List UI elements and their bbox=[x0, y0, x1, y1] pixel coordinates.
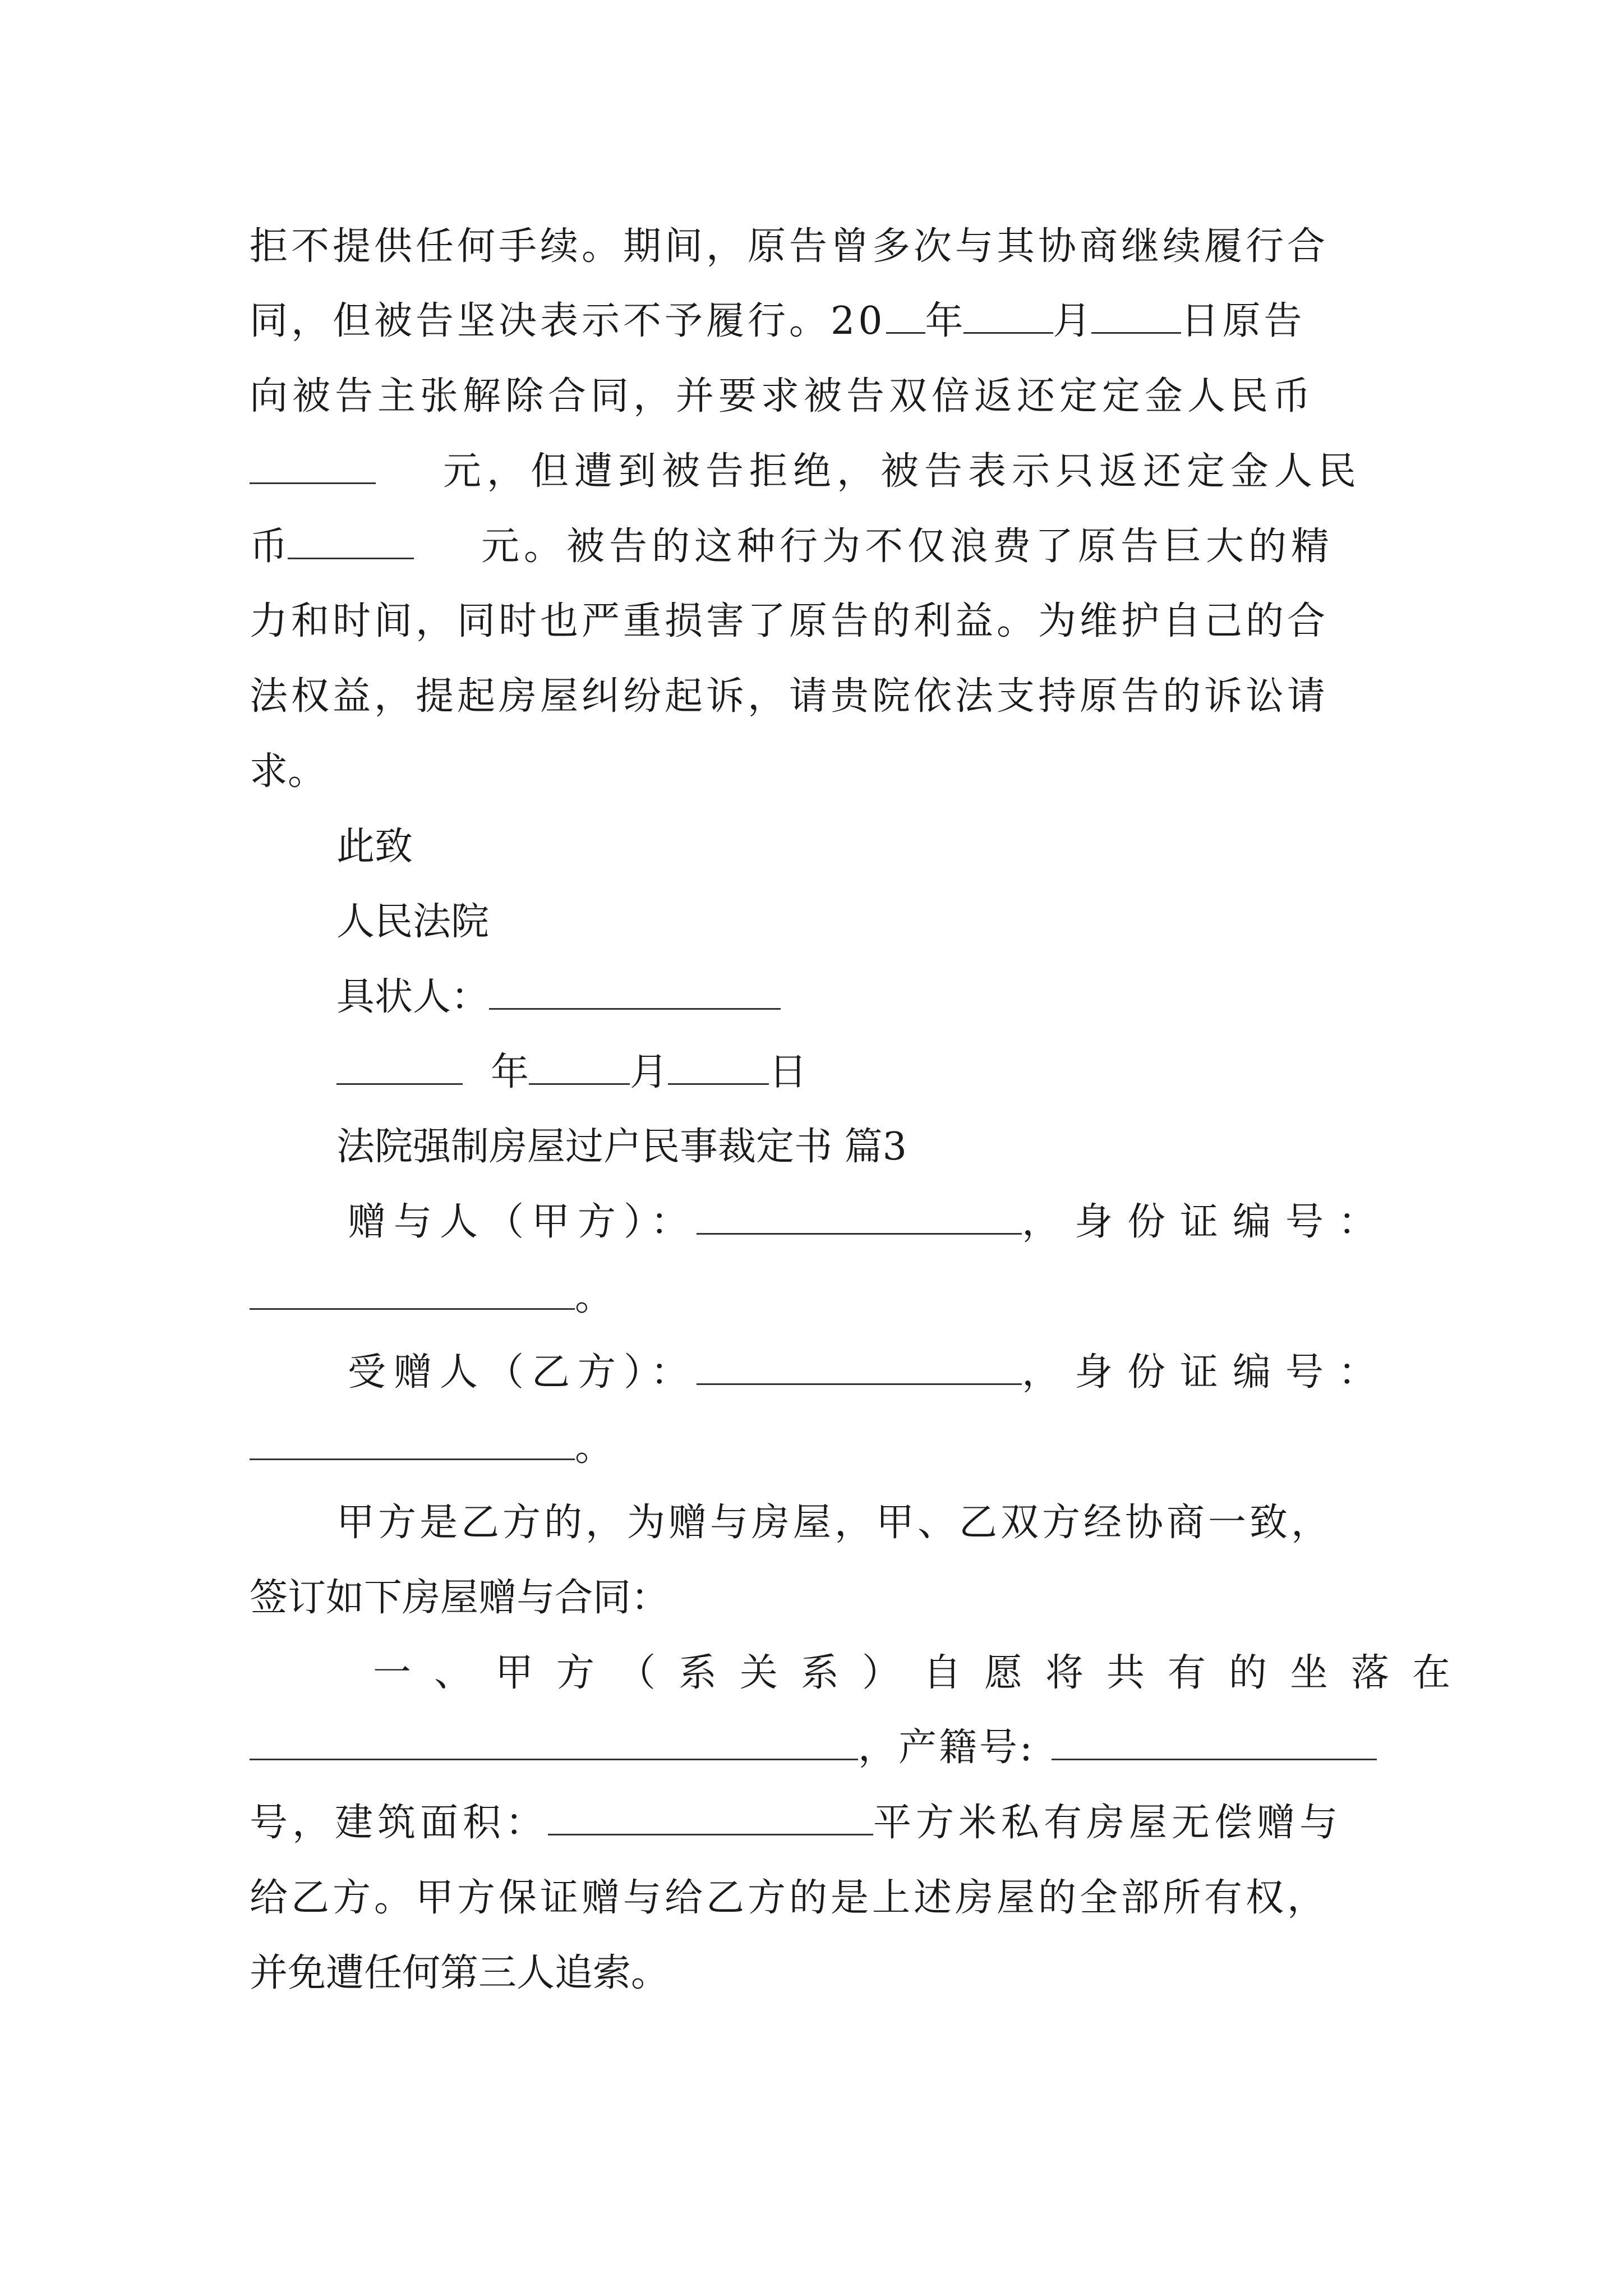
text: 求。 bbox=[250, 749, 326, 794]
clause-1-line-5 bbox=[250, 1948, 1377, 1999]
agreement-line-2 bbox=[250, 1573, 1377, 1623]
text: ，身份证编号： bbox=[1022, 1200, 1391, 1244]
text: 法权益，提起房屋纠纷起诉，请贵院依法支持原告的诉讼请 bbox=[250, 674, 1329, 719]
text: 一、甲方（系关系）自愿将共有的坐落在 bbox=[373, 1651, 1474, 1695]
text: 。 bbox=[575, 1275, 614, 1319]
text: 拒不提供任何手续。期间，原告曾多次与其协商继续履行合 bbox=[250, 224, 1329, 269]
paragraph-line-6 bbox=[250, 596, 1377, 647]
agreement-line-1 bbox=[336, 1498, 1377, 1548]
plaintiff-signature-line bbox=[336, 972, 1464, 1023]
date-line bbox=[336, 1047, 1464, 1098]
text: 向被告主张解除合同，并要求被告双倍返还定定金人民币 bbox=[250, 374, 1316, 418]
paragraph-line-4 bbox=[250, 447, 1377, 497]
text: 平方米私有房屋无偿赠与 bbox=[873, 1801, 1343, 1845]
text: 受赠人（乙方）： bbox=[348, 1350, 697, 1395]
blank-month bbox=[963, 296, 1053, 334]
blank-year bbox=[336, 1047, 463, 1085]
text: 并免遭任何第三人追索。 bbox=[250, 1951, 670, 1995]
blank-donee bbox=[697, 1347, 1022, 1385]
paragraph-line-7 bbox=[250, 671, 1377, 722]
donee-id-line bbox=[250, 1423, 1377, 1473]
text: 元，但遭到被告拒绝，被告表示只返还定金人民 bbox=[443, 449, 1362, 494]
text: 日原告 bbox=[1181, 299, 1306, 343]
text: 年 bbox=[925, 299, 963, 343]
clause-1-line-1 bbox=[373, 1648, 1474, 1699]
donor-id-line bbox=[250, 1272, 1377, 1323]
blank-month bbox=[529, 1047, 630, 1085]
blank-area bbox=[548, 1798, 873, 1835]
blank-property-number bbox=[1052, 1723, 1377, 1760]
text: ，身份证编号： bbox=[1022, 1350, 1391, 1395]
blank-donor-id bbox=[250, 1272, 575, 1310]
donee-line bbox=[348, 1347, 1391, 1398]
blank-plaintiff bbox=[489, 972, 781, 1010]
salutation bbox=[336, 822, 1464, 872]
blank-day bbox=[668, 1047, 769, 1085]
court-name bbox=[336, 897, 1464, 947]
clause-1-line-2 bbox=[250, 1723, 1377, 1773]
text: 号，建筑面积： bbox=[250, 1801, 548, 1845]
section-heading bbox=[336, 1122, 1464, 1172]
blank-amount bbox=[250, 447, 376, 484]
text: ，产籍号: bbox=[858, 1726, 1035, 1770]
paragraph-line-8 bbox=[250, 747, 1377, 797]
blank-location bbox=[250, 1723, 858, 1760]
text: 人民法院 bbox=[336, 900, 490, 944]
paragraph-line-5 bbox=[250, 522, 1377, 572]
text: 。 bbox=[575, 1425, 614, 1470]
text: 力和时间，同时也严重损害了原告的利益。为维护自己的合 bbox=[250, 599, 1329, 643]
blank-day bbox=[1091, 296, 1181, 334]
blank-donor bbox=[697, 1197, 1022, 1235]
text: 同，但被告坚决表示不予履行。20 bbox=[250, 299, 886, 343]
text: 法院强制房屋过户民事裁定书 篇3 bbox=[336, 1125, 907, 1169]
text: 月 bbox=[1053, 299, 1091, 343]
paragraph-line-1 bbox=[250, 222, 1377, 272]
clause-1-line-4 bbox=[250, 1873, 1377, 1924]
text: 甲方是乙方的，为赠与房屋，甲、乙双方经协商一致， bbox=[336, 1501, 1333, 1545]
text: 币 bbox=[250, 524, 288, 569]
text: 具状人： bbox=[336, 975, 490, 1019]
text: 月 bbox=[630, 1050, 668, 1094]
text: 日 bbox=[769, 1050, 808, 1094]
blank-donee-id bbox=[250, 1423, 575, 1460]
paragraph-line-3 bbox=[250, 371, 1377, 422]
paragraph-line-2 bbox=[250, 296, 1377, 347]
text: 赠与人（甲方）： bbox=[348, 1200, 697, 1244]
text: 年 bbox=[491, 1050, 529, 1094]
text: 元。被告的这种行为不仅浪费了原告巨大的精 bbox=[481, 524, 1334, 569]
text: 此致 bbox=[336, 825, 413, 869]
blank-amount bbox=[288, 522, 414, 559]
donor-line bbox=[348, 1197, 1391, 1248]
text: 签订如下房屋赠与合同： bbox=[250, 1576, 670, 1620]
clause-1-line-3 bbox=[250, 1798, 1377, 1848]
blank-year bbox=[886, 296, 925, 334]
text: 给乙方。甲方保证赠与给乙方的是上述房屋的全部所有权， bbox=[250, 1876, 1329, 1920]
